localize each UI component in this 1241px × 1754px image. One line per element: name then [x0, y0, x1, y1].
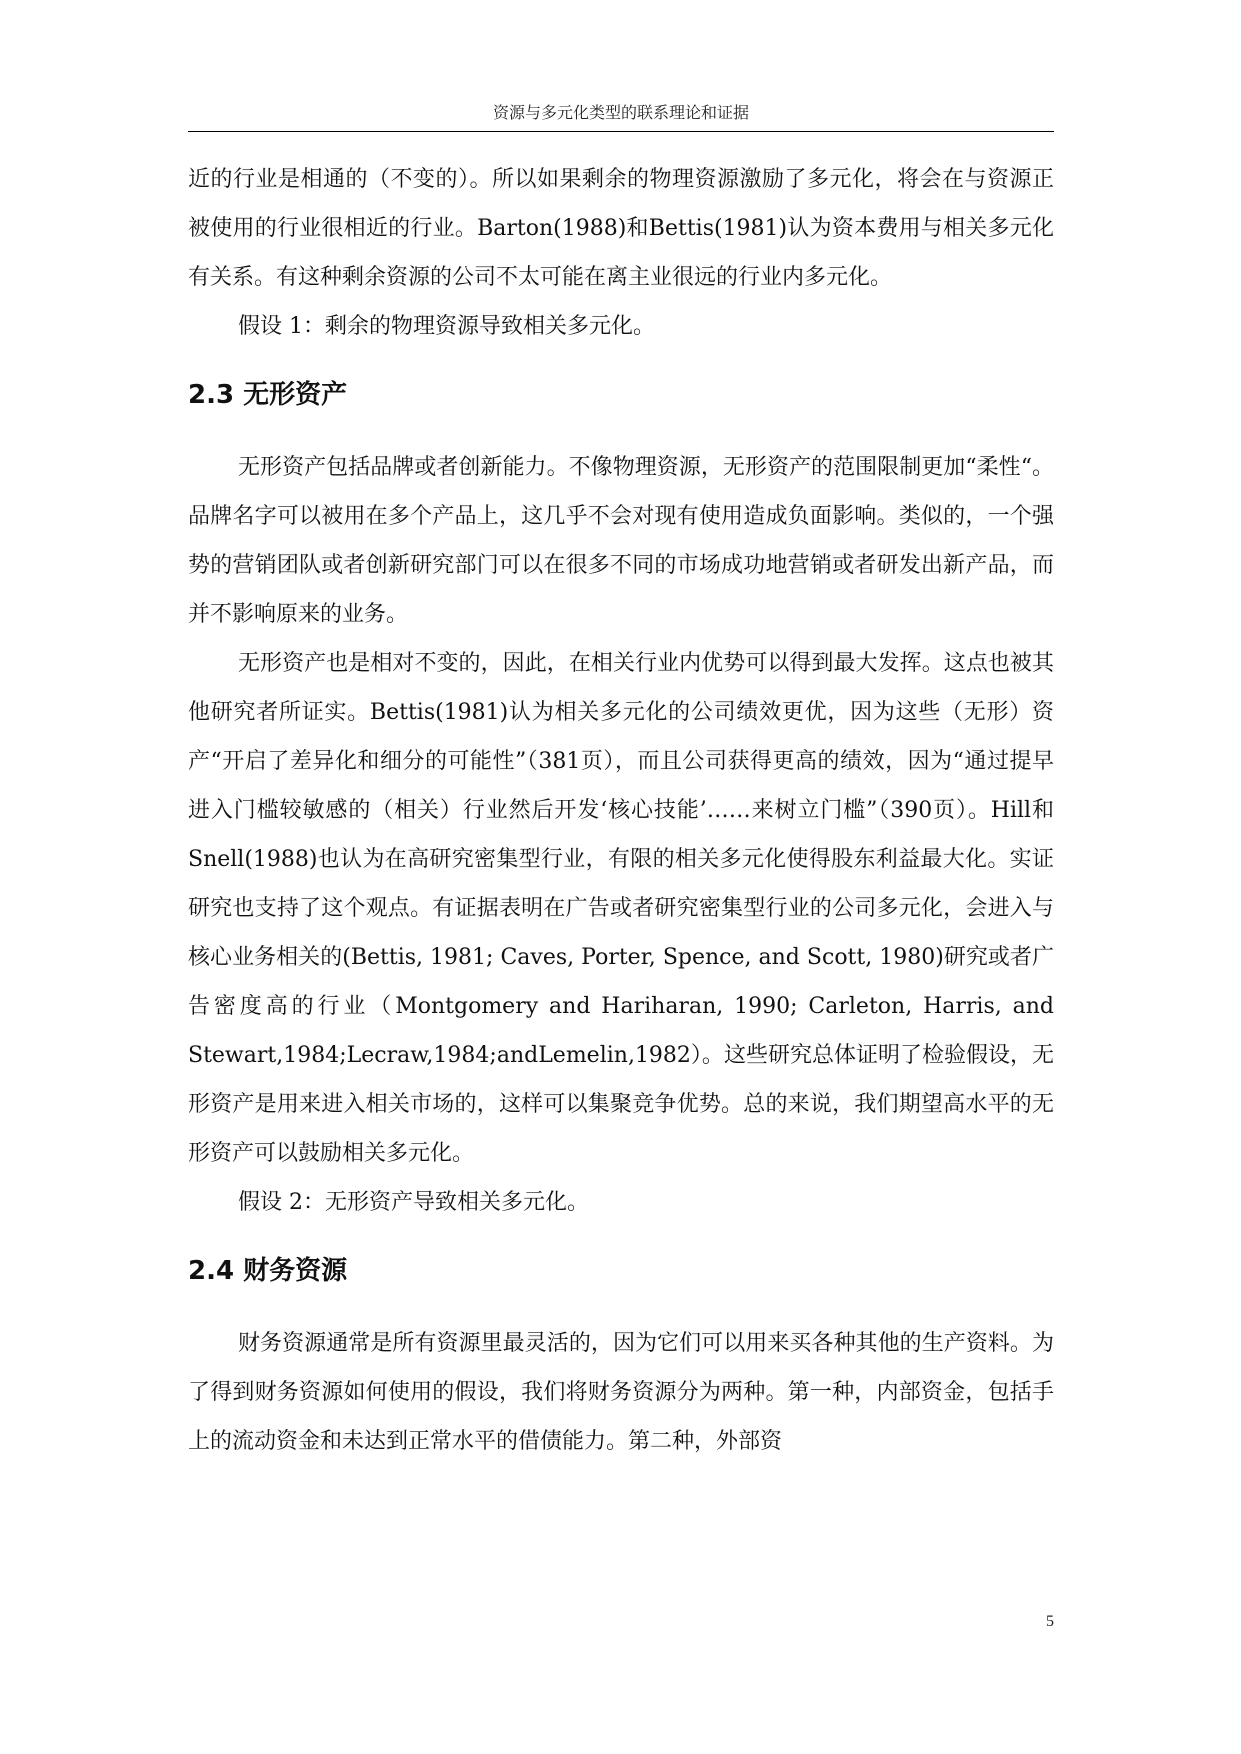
body-text — [188, 155, 1054, 1466]
section-heading-2-4: 2.4 财务资源 — [188, 1256, 348, 1286]
paragraph-1: 近的行业是相通的（不变的）。所以如果剩余的物理资源激励了多元化，将会在与资源正被使用的行业很相近的行业。Barton(1988)和Bettis(1981)认为资本费用与相关多元化有关系。有这种剩余资源的公司不太可能在离主业很远的行业内多元化。 — [188, 167, 1054, 290]
page-number: 5 — [1046, 1613, 1054, 1630]
running-header: 资源与多元化类型的联系理论和证据 — [492, 103, 749, 122]
paragraph-4: 财务资源通常是所有资源里最灵活的，因为它们可以用来买各种其他的生产资料。为了得到财务资源如何使用的假设，我们将财务资源分为两种。第一种，内部资金，包括手上的流动资金和未达到正常水平的借债能力。第二种，外部资 — [188, 1331, 1054, 1454]
hypothesis-2: 假设 2：无形资产导致相关多元化。 — [238, 1190, 589, 1215]
hypothesis-1: 假设 1：剩余的物理资源导致相关多元化。 — [238, 314, 655, 339]
paragraph-3: 无形资产也是相对不变的，因此，在相关行业内优势可以得到最大发挥。这点也被其他研究者所证实。Bettis(1981)认为相关多元化的公司绩效更优，因为这些（无形）资产“开启了差异化和细分的可能性”（381页），而且公司获得更高的绩效，因为“通过提早进入门槛较敏感的（相关）行业然后开发‘核心技能’……来树立门槛”（390页）。Hill和Snell(1988)也认为在高研究密集型行业，有限的相关多元化使得股东利益最大化。实证研究也支持了这个观点。有证据表明在广告或者研究密集型行业的公司多元化，会进入与核心业务相关的(Bettis, 1981; Caves, Porter, Spence, and Scott, 1980)研究或者广告密度高的行业（Montgomery and Hariharan, 1990; Carleton, Harris, and Stewart,1984;Lecraw,1984;andLemelin,1982）。这些研究总体证明了检验假设，无形资产是用来进入相关市场的，这样可以集聚竞争优势。总的来说，我们期望高水平的无形资产可以鼓励相关多元化。 — [188, 651, 1054, 1166]
section-heading-2-3: 2.3 无形资产 — [188, 380, 348, 410]
header-rule — [188, 131, 1054, 132]
paragraph-2: 无形资产包括品牌或者创新能力。不像物理资源，无形资产的范围限制更加“柔性“。品牌名字可以被用在多个产品上，这几乎不会对现有使用造成负面影响。类似的，一个强势的营销团队或者创新研究部门可以在很多不同的市场成功地营销或者研发出新产品，而并不影响原来的业务。 — [188, 455, 1054, 627]
